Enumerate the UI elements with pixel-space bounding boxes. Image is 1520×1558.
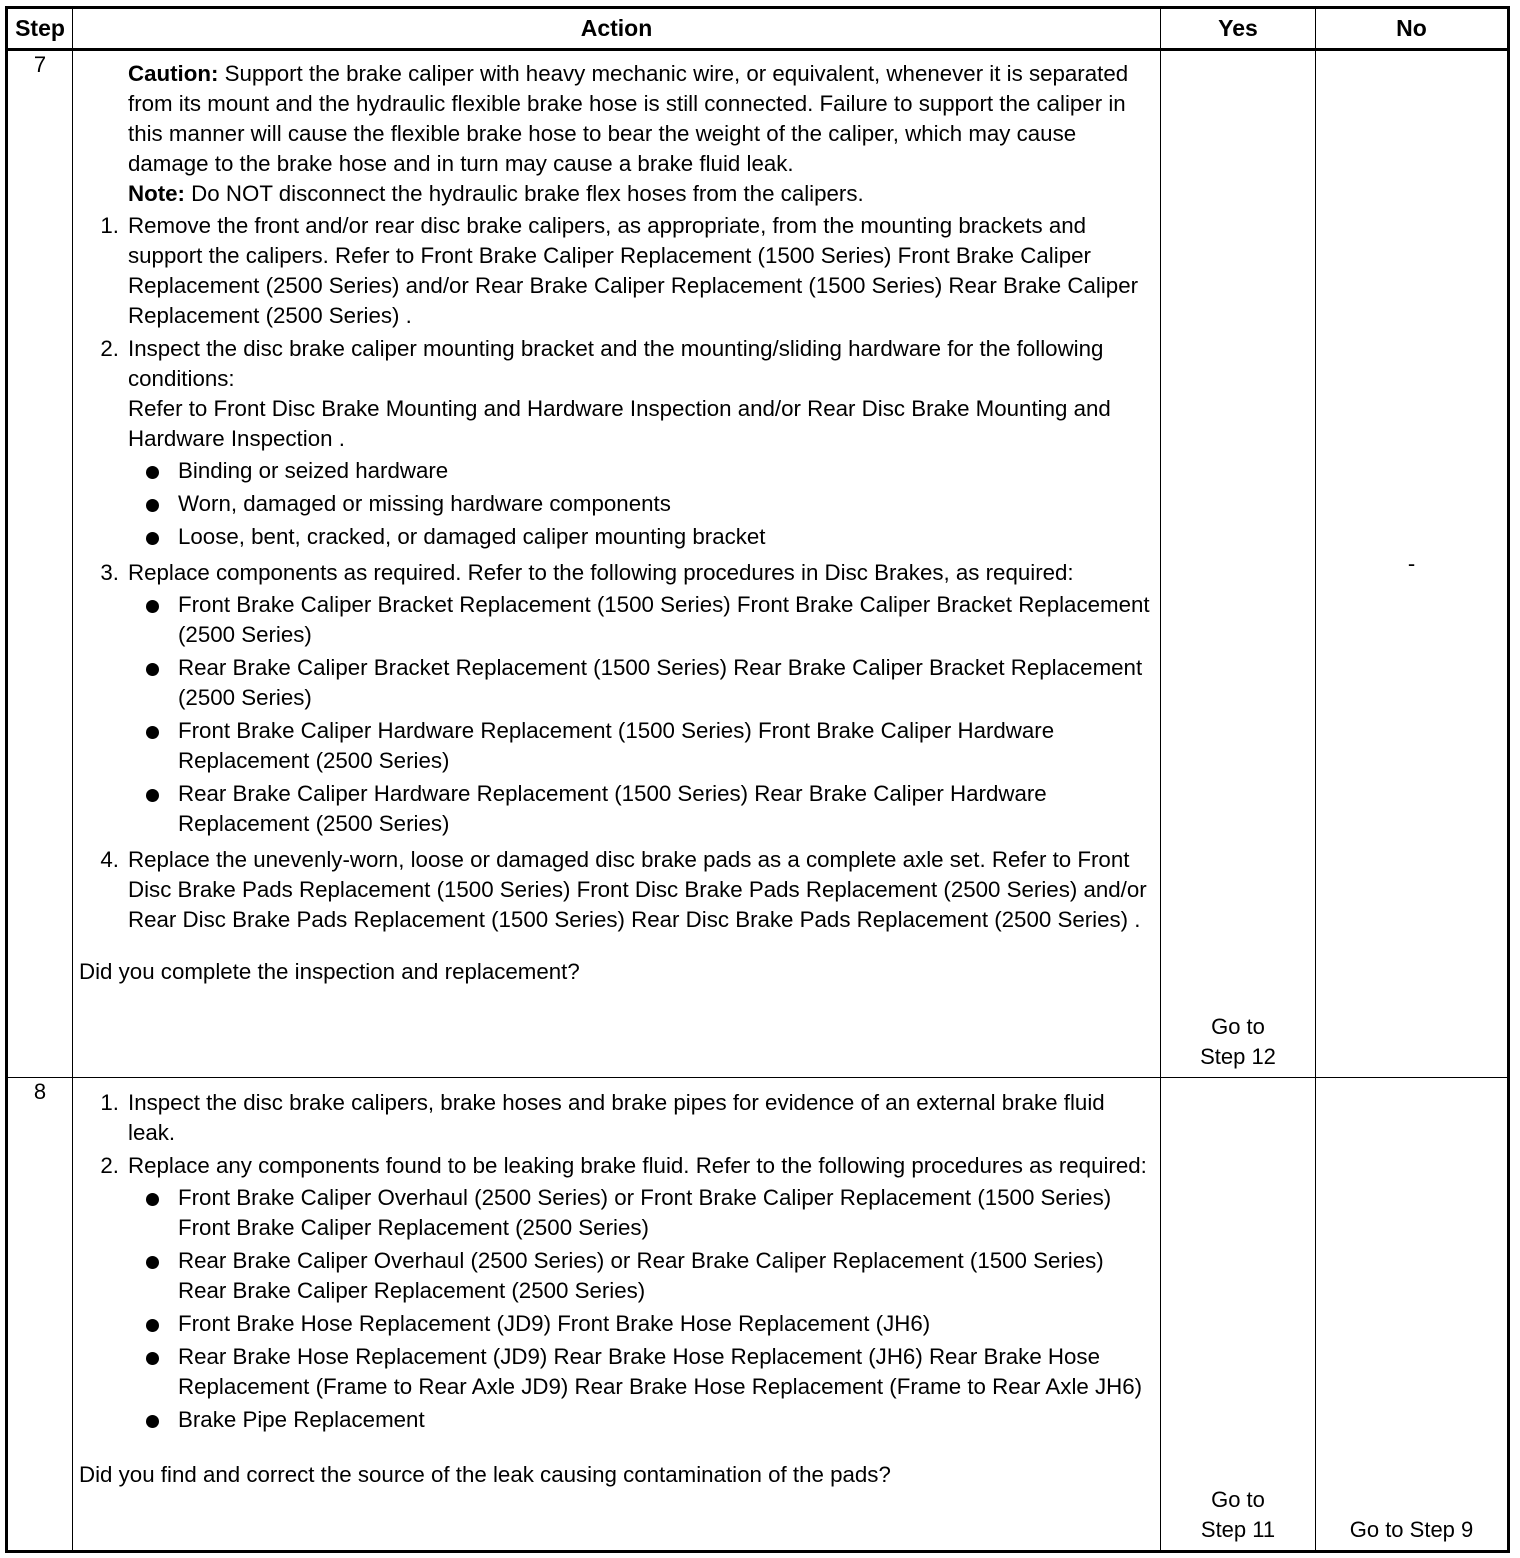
item-text: Replace any components found to be leaking brake fluid. Refer to the following procedures as required: (128, 1153, 1147, 1178)
no-cell (1316, 1078, 1509, 1552)
bullet-icon (128, 1342, 178, 1402)
list-item (79, 845, 1154, 935)
item-number: 2. (100, 1153, 119, 1178)
list-item (79, 334, 1154, 555)
caution-text: Support the brake caliper with heavy mechanic wire, or equivalent, whenever it is separated from its mount and the hydraulic flexible brake hose is still connected. Failure to support the caliper in this manner will cause the flexible brake hose to bear the weight of the caliper, which may cause damage to the brake hose and in turn may cause a brake fluid leak. (128, 61, 1129, 176)
question-text: Did you find and correct the source of the leak causing contamination of the pads? (79, 1462, 891, 1487)
yes-line: Step 11 (1200, 1517, 1276, 1542)
bullet-icon (128, 653, 178, 713)
list-item (79, 558, 1154, 842)
table-row (7, 1078, 1509, 1552)
bullet-item: Front Brake Caliper Hardware Replacement (1500 Series) Front Brake Caliper Hardware Replacement (2500 Series) (128, 716, 1154, 776)
bullet-icon (128, 1309, 178, 1339)
yes-cell (1161, 1078, 1316, 1552)
bullet-item: Front Brake Caliper Bracket Replacement (1500 Series) Front Brake Caliper Bracket Replacement (2500 Series) (128, 590, 1154, 650)
item-text: Inspect the disc brake calipers, brake hoses and brake pipes for evidence of an external brake fluid leak. (128, 1090, 1105, 1145)
bullet-item: Front Brake Caliper Overhaul (2500 Series) or Front Brake Caliper Replacement (1500 Series) Front Brake Caliper Replacement (2500 Series) (128, 1183, 1154, 1243)
list-item (79, 211, 1154, 331)
yes-line: Step 12 (1200, 1044, 1276, 1069)
bullet-item: Worn, damaged or missing hardware components (128, 489, 1154, 519)
bullet-list (128, 456, 1154, 552)
yes-action (1162, 1485, 1314, 1549)
bullet-item: Binding or seized hardware (128, 456, 1154, 486)
bullet-item: Rear Brake Caliper Bracket Replacement (1500 Series) Rear Brake Caliper Bracket Replacement (2500 Series) (128, 653, 1154, 713)
item-text: Remove the front and/or rear disc brake calipers, as appropriate, from the mounting brackets and support the calipers. Refer to Front Brake Caliper Replacement (1500 Series) Front Brake Caliper Replacement (2500 Series) and/or Rear Brake Caliper Replacement (1500 Series) Rear Brake Caliper Replacement (2500 Series) . (128, 213, 1139, 328)
bullet-list (128, 1183, 1154, 1435)
no-cell: - (1316, 50, 1509, 1078)
item-text: Replace the unevenly-worn, loose or damaged disc brake pads as a complete axle set. Refer to Front Disc Brake Pads Replacement (1500 Series) Front Disc Brake Pads Replacement (2500 Series) and/or Rear Disc Brake Pads Replacement (1500 Series) Rear Disc Brake Pads Replacement (2500 Series) . (128, 847, 1147, 932)
item-text: Inspect the disc brake caliper mounting bracket and the mounting/sliding hardware for the following conditions: (128, 336, 1104, 391)
yes-line: Go to (1211, 1487, 1265, 1512)
bullet-item: Front Brake Hose Replacement (JD9) Front Brake Hose Replacement (JH6) (128, 1309, 1154, 1339)
bullet-icon (128, 716, 178, 776)
yes-cell (1161, 50, 1316, 1078)
yes-line: Go to (1211, 1014, 1265, 1039)
header-action: Action (73, 8, 1161, 50)
item-reference: Refer to Front Disc Brake Mounting and Hardware Inspection and/or Rear Disc Brake Mounting and Hardware Inspection . (128, 396, 1111, 451)
note-block (79, 179, 1154, 209)
bullet-item: Rear Brake Caliper Overhaul (2500 Series) or Rear Brake Caliper Replacement (1500 Series) Rear Brake Caliper Replacement (2500 Series) (128, 1246, 1154, 1306)
bullet-list (128, 590, 1154, 839)
bullet-icon (128, 456, 178, 486)
item-number: 1. (100, 1090, 119, 1115)
bullet-icon (128, 1246, 178, 1306)
note-text: Do NOT disconnect the hydraulic brake flex hoses from the calipers. (184, 181, 864, 206)
bullet-icon (128, 590, 178, 650)
caution-block (79, 59, 1154, 179)
header-row (7, 8, 1509, 50)
question-text: Did you complete the inspection and replacement? (79, 959, 580, 984)
bullet-icon (128, 522, 178, 552)
header-step: Step (7, 8, 73, 50)
item-number: 1. (100, 213, 119, 238)
no-action: Go to Step 9 (1349, 1517, 1474, 1542)
action-cell (73, 1078, 1161, 1552)
bullet-icon (128, 1405, 178, 1435)
item-text: Replace components as required. Refer to the following procedures in Disc Brakes, as required: (128, 560, 1074, 585)
item-number: 2. (100, 336, 119, 361)
table-row (7, 50, 1509, 1078)
list-item (79, 1151, 1154, 1438)
step-number: 7 (7, 50, 73, 1078)
item-number: 3. (100, 560, 119, 585)
action-cell (73, 50, 1161, 1078)
bullet-icon (128, 1183, 178, 1243)
step-number: 8 (7, 1078, 73, 1552)
list-item (79, 1088, 1154, 1148)
item-number: 4. (100, 847, 119, 872)
header-yes: Yes (1161, 8, 1316, 50)
bullet-item: Rear Brake Hose Replacement (JD9) Rear Brake Hose Replacement (JH6) Rear Brake Hose Replacement (Frame to Rear Axle JD9) Rear Brake Hose Replacement (Frame to Rear Axle JH6) (128, 1342, 1154, 1402)
bullet-icon (128, 489, 178, 519)
header-no: No (1316, 8, 1509, 50)
yes-action (1162, 1012, 1314, 1076)
bullet-item: Loose, bent, cracked, or damaged caliper mounting bracket (128, 522, 1154, 552)
caution-label: Caution: (128, 61, 219, 86)
procedure-list (79, 211, 1154, 935)
note-label: Note: (128, 181, 185, 206)
bullet-icon (128, 779, 178, 839)
bullet-item: Rear Brake Caliper Hardware Replacement (1500 Series) Rear Brake Caliper Hardware Replacement (2500 Series) (128, 779, 1154, 839)
procedure-list (79, 1088, 1154, 1438)
diagnostic-table (5, 6, 1510, 1553)
bullet-item: Brake Pipe Replacement (128, 1405, 1154, 1435)
